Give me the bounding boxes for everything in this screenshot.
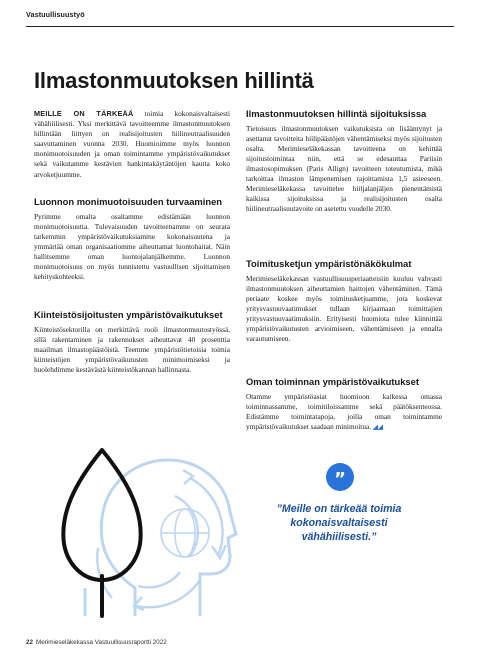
head-leaf-illustration [40,438,250,618]
publication-name: Merimieseläkekassa Vastuullisuusraportti 2022 [36,639,167,646]
supply-chain-body: Merimieseläkekassan vastuullisuusperiaatteisiin kuuluu vahvasti ilmastonmuutoksen aiheuttamien haittojen vähentäminen. Tämä periaate koskee myös toimitusketjuamme, jota koskevat yritysvastuuvaatimukset tullaan kirjaamaan toimittajien yritysvastuuvaatimuksiin. Erityisesti huomiota tulee kiinnittää ympäristövaikutusten arvioimiseen, vähentämiseen ja ennalta varautumiseen. [246,273,442,344]
header-divider [26,26,454,27]
own-operations-body [246,392,442,433]
real-estate-body: Kiinteistösektorilla on merkittävä rooli ilmastonmuutostyössä, sillä rakentaminen ja rakennukset aiheuttavat 40 prosenttia maailman ilmastopäästöistä. Teemme ympäristötietoisia toimia kiinteistöjen ympäristövaikutusten minimoimiseksi ja huolehdimme kestävästä kiinteistökannan hallinnasta. [34,324,230,374]
investment-climate-body: Tietoisuus ilmastonmuutoksen vaikutuksista on lisääntynyt ja asettanut tavoitteita hiilipäästöjen vähentämiseksi myös sijoitusten osalta. Merimieseläkekassan tavoitteena on kehittää sijoitustoimintaa niin, että se edesauttaa Pariisin ilmastosopimuksen (Paris Allign) tavoitteen toteutumista, mikä tarkoittaa ilmaston lämpenemisen rajoittamista 1,5 asteeseen. Merimieseläkekassa tavoittelee hiiljalanjäljen pienentämistä kaikissa sijoituksissa ja realisijoitusten osalta hiilineutraalisuutavoite on asetettu vuodelle 2030. [246,123,442,214]
own-operations-text: Otamme ympäristöasiat huomioon kaikessa omassa toiminnassamme, toimitiloissamme sekä päätöksenteossa. Edistämme toimintatapoja, joilla oman toimintamme ympäristövaikutukset saadaan minimoitua. [246,391,442,431]
biodiversity-heading: Luonnon monimuotoisuuden turvaaminen [34,196,223,207]
page-title: Ilmastonmuutoksen hillintä [34,68,314,93]
head-profile-icon [101,460,236,616]
biodiversity-body: Pyrimme omalta osaltamme edistämään luonnon monimuotoisuutta. Tulevaisuuden tavoitteenamme on seurata tarkemmin ympäristövaikutuksiamme kokonaisuutena ja ymmärtää oman organisaatiomme aiheuttamat luontohaitat. Näin hallitsemme oman luontojalanjälkemme. Luonnon monimuotoisuus on myös tunnistettu vastuullisen sijoittamisen kehityskohteeksi. [34,211,230,282]
supply-chain-heading: Toimitusketjun ympäristönäkökulmat [246,258,412,269]
real-estate-heading: Kiinteistösijoitusten ympäristövaikutukset [34,309,223,320]
investment-climate-heading: Ilmastonmuutoksen hillintä sijoituksissa [246,108,427,119]
real-estate-section [34,310,230,375]
intro-paragraph [34,109,230,180]
investment-climate-section [246,109,442,214]
intro-body: toimia kokonaisvaltaisesti vähähiilisesti. Yksi merkittävä tavoitteemme ilmastonmuutoksen hillintään liittyen on realisijoitusten hiilineutraalisuuden saavuttaminen vuonna 2030. Huomioimme myös luonnon monimuotoisuuden ja oman toimintamme ympäristövaikutukset sekä vaikutamme kestävien hankintakäytäntöjen kautta koko arvoketjuumme. [34,109,231,179]
section-label: Vastuullisuustyö [26,10,85,19]
intro-paragraph-block [34,109,230,180]
pull-quote: ”Meille on tärkeää toimia kokonaisvaltaisesti vähähiilisesti.” [276,503,402,543]
intro-lead: MEILLE ON TÄRKEÄÄ [34,109,134,118]
globe-icon [161,509,209,557]
supply-chain-section [246,259,442,344]
biodiversity-section [34,197,230,282]
own-operations-heading: Oman toiminnan ympäristövaikutukset [246,376,419,387]
quotation-mark-icon: ” [326,463,354,491]
page-number: 22 [26,639,34,646]
article-end-icon: ◢◢ [372,423,383,431]
page-footer [26,639,167,646]
own-operations-section [246,377,442,433]
